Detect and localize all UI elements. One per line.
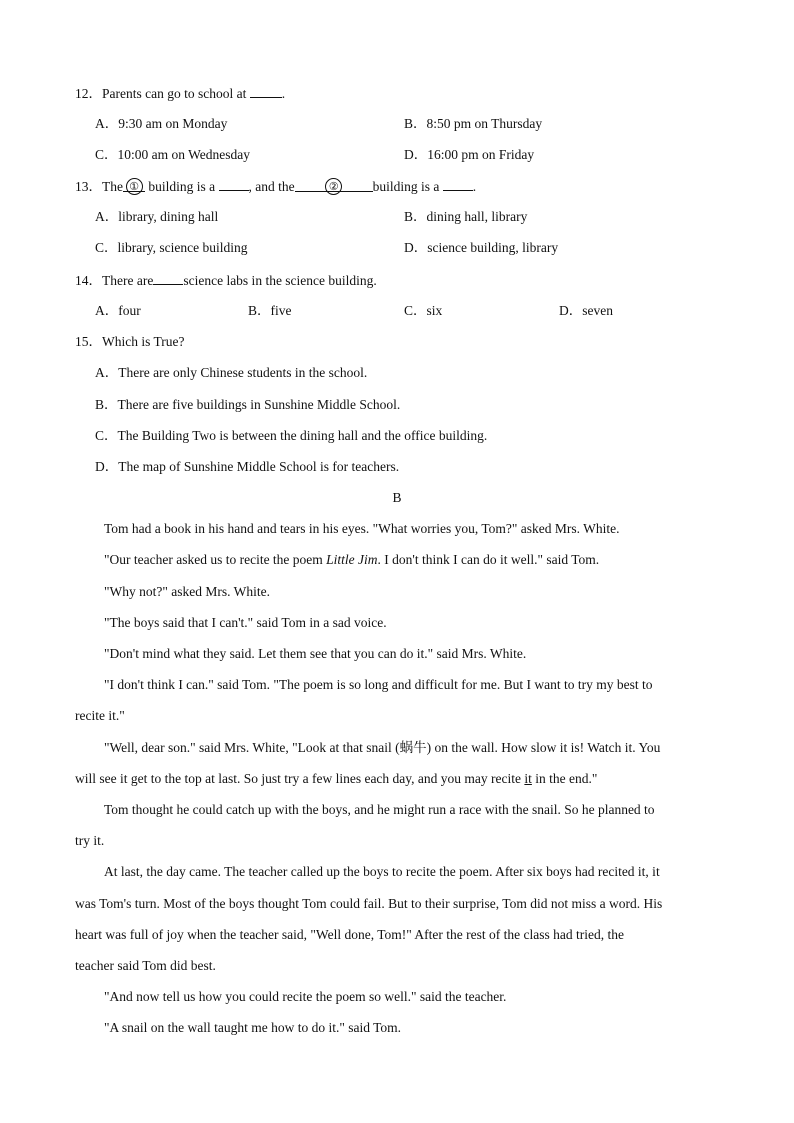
passage-line: try it. xyxy=(75,833,105,848)
passage-line: "Why not?" asked Mrs. White. xyxy=(104,584,270,599)
q14-option-a: A．four xyxy=(95,303,141,318)
q13-option-c: C．library, science building xyxy=(95,240,248,255)
answer-blank xyxy=(443,177,473,191)
passage-line: "Our teacher asked us to recite the poem Little Jim. I don't think I can do it well." said Tom. xyxy=(104,552,600,567)
passage-line: "And now tell us how you could recite the poem so well." said the teacher. xyxy=(104,989,507,1004)
passage-line: was Tom's turn. Most of the boys thought Tom could fail. But to their surprise, Tom did not miss a word. His xyxy=(75,896,663,911)
q14-option-c: C．six xyxy=(404,303,443,318)
q14-option-d: D．seven xyxy=(559,303,613,318)
answer-blank xyxy=(219,177,249,191)
q13-option-a: A．library, dining hall xyxy=(95,209,219,224)
underlined-word: it xyxy=(524,771,532,786)
passage-line: Tom had a book in his hand and tears in his eyes. "What worries you, Tom?" asked Mrs. White. xyxy=(104,521,620,536)
question-13-stem: 13．The ① building is a , and the ② building is a . xyxy=(75,179,477,194)
q15-option-c: C．The Building Two is between the dining hall and the office building. xyxy=(95,428,488,443)
blank-2 xyxy=(295,178,373,192)
passage-line: "Well, dear son." said Mrs. White, "Look at that snail (蜗牛) on the wall. How slow it is! Watch it. You xyxy=(104,740,661,755)
q14-option-b: B．five xyxy=(248,303,292,318)
q13-option-b: B．dining hall, library xyxy=(404,209,528,224)
question-14-stem: 14．There are science labs in the science building. xyxy=(75,273,377,288)
passage-line: "The boys said that I can't." said Tom in a sad voice. xyxy=(104,615,387,630)
q12-option-d: D．16:00 pm on Friday xyxy=(404,147,535,162)
answer-blank xyxy=(153,271,183,285)
answer-blank xyxy=(250,84,282,98)
passage-line: teacher said Tom did best. xyxy=(75,958,216,973)
blank-1 xyxy=(123,178,145,192)
q12-option-a: A．9:30 am on Monday xyxy=(95,116,228,131)
q12-option-b: B．8:50 pm on Thursday xyxy=(404,116,543,131)
passage-line: "I don't think I can." said Tom. "The poem is so long and difficult for me. But I want to try my best to xyxy=(104,677,653,692)
passage-line: At last, the day came. The teacher called up the boys to recite the poem. After six boys had recited it, it xyxy=(104,864,660,879)
passage-line: heart was full of joy when the teacher said, "Well done, Tom!" After the rest of the class had tried, the xyxy=(75,927,624,942)
q15-option-b: B．There are five buildings in Sunshine Middle School. xyxy=(95,397,401,412)
passage-line: "Don't mind what they said. Let them see that you can do it." said Mrs. White. xyxy=(104,646,527,661)
q13-option-d: D．science building, library xyxy=(404,240,559,255)
passage-line: will see it get to the top at last. So just try a few lines each day, and you may recite it in the end." xyxy=(75,771,598,786)
passage-line: recite it." xyxy=(75,708,125,723)
q15-option-d: D．The map of Sunshine Middle School is for teachers. xyxy=(95,459,400,474)
passage-line: "A snail on the wall taught me how to do it." said Tom. xyxy=(104,1020,402,1035)
circle-number-2: ② xyxy=(325,178,342,195)
poem-title: Little Jim xyxy=(326,552,378,567)
passage-line: Tom thought he could catch up with the boys, and he might run a race with the snail. So he planned to xyxy=(104,802,655,817)
circle-number-1: ① xyxy=(126,178,143,195)
section-heading: B xyxy=(392,490,402,505)
q15-option-a: A．There are only Chinese students in the school. xyxy=(95,365,368,380)
question-15-stem: 15．Which is True? xyxy=(75,334,185,349)
question-12-stem: 12．Parents can go to school at . xyxy=(75,86,286,101)
q12-option-c: C．10:00 am on Wednesday xyxy=(95,147,251,162)
